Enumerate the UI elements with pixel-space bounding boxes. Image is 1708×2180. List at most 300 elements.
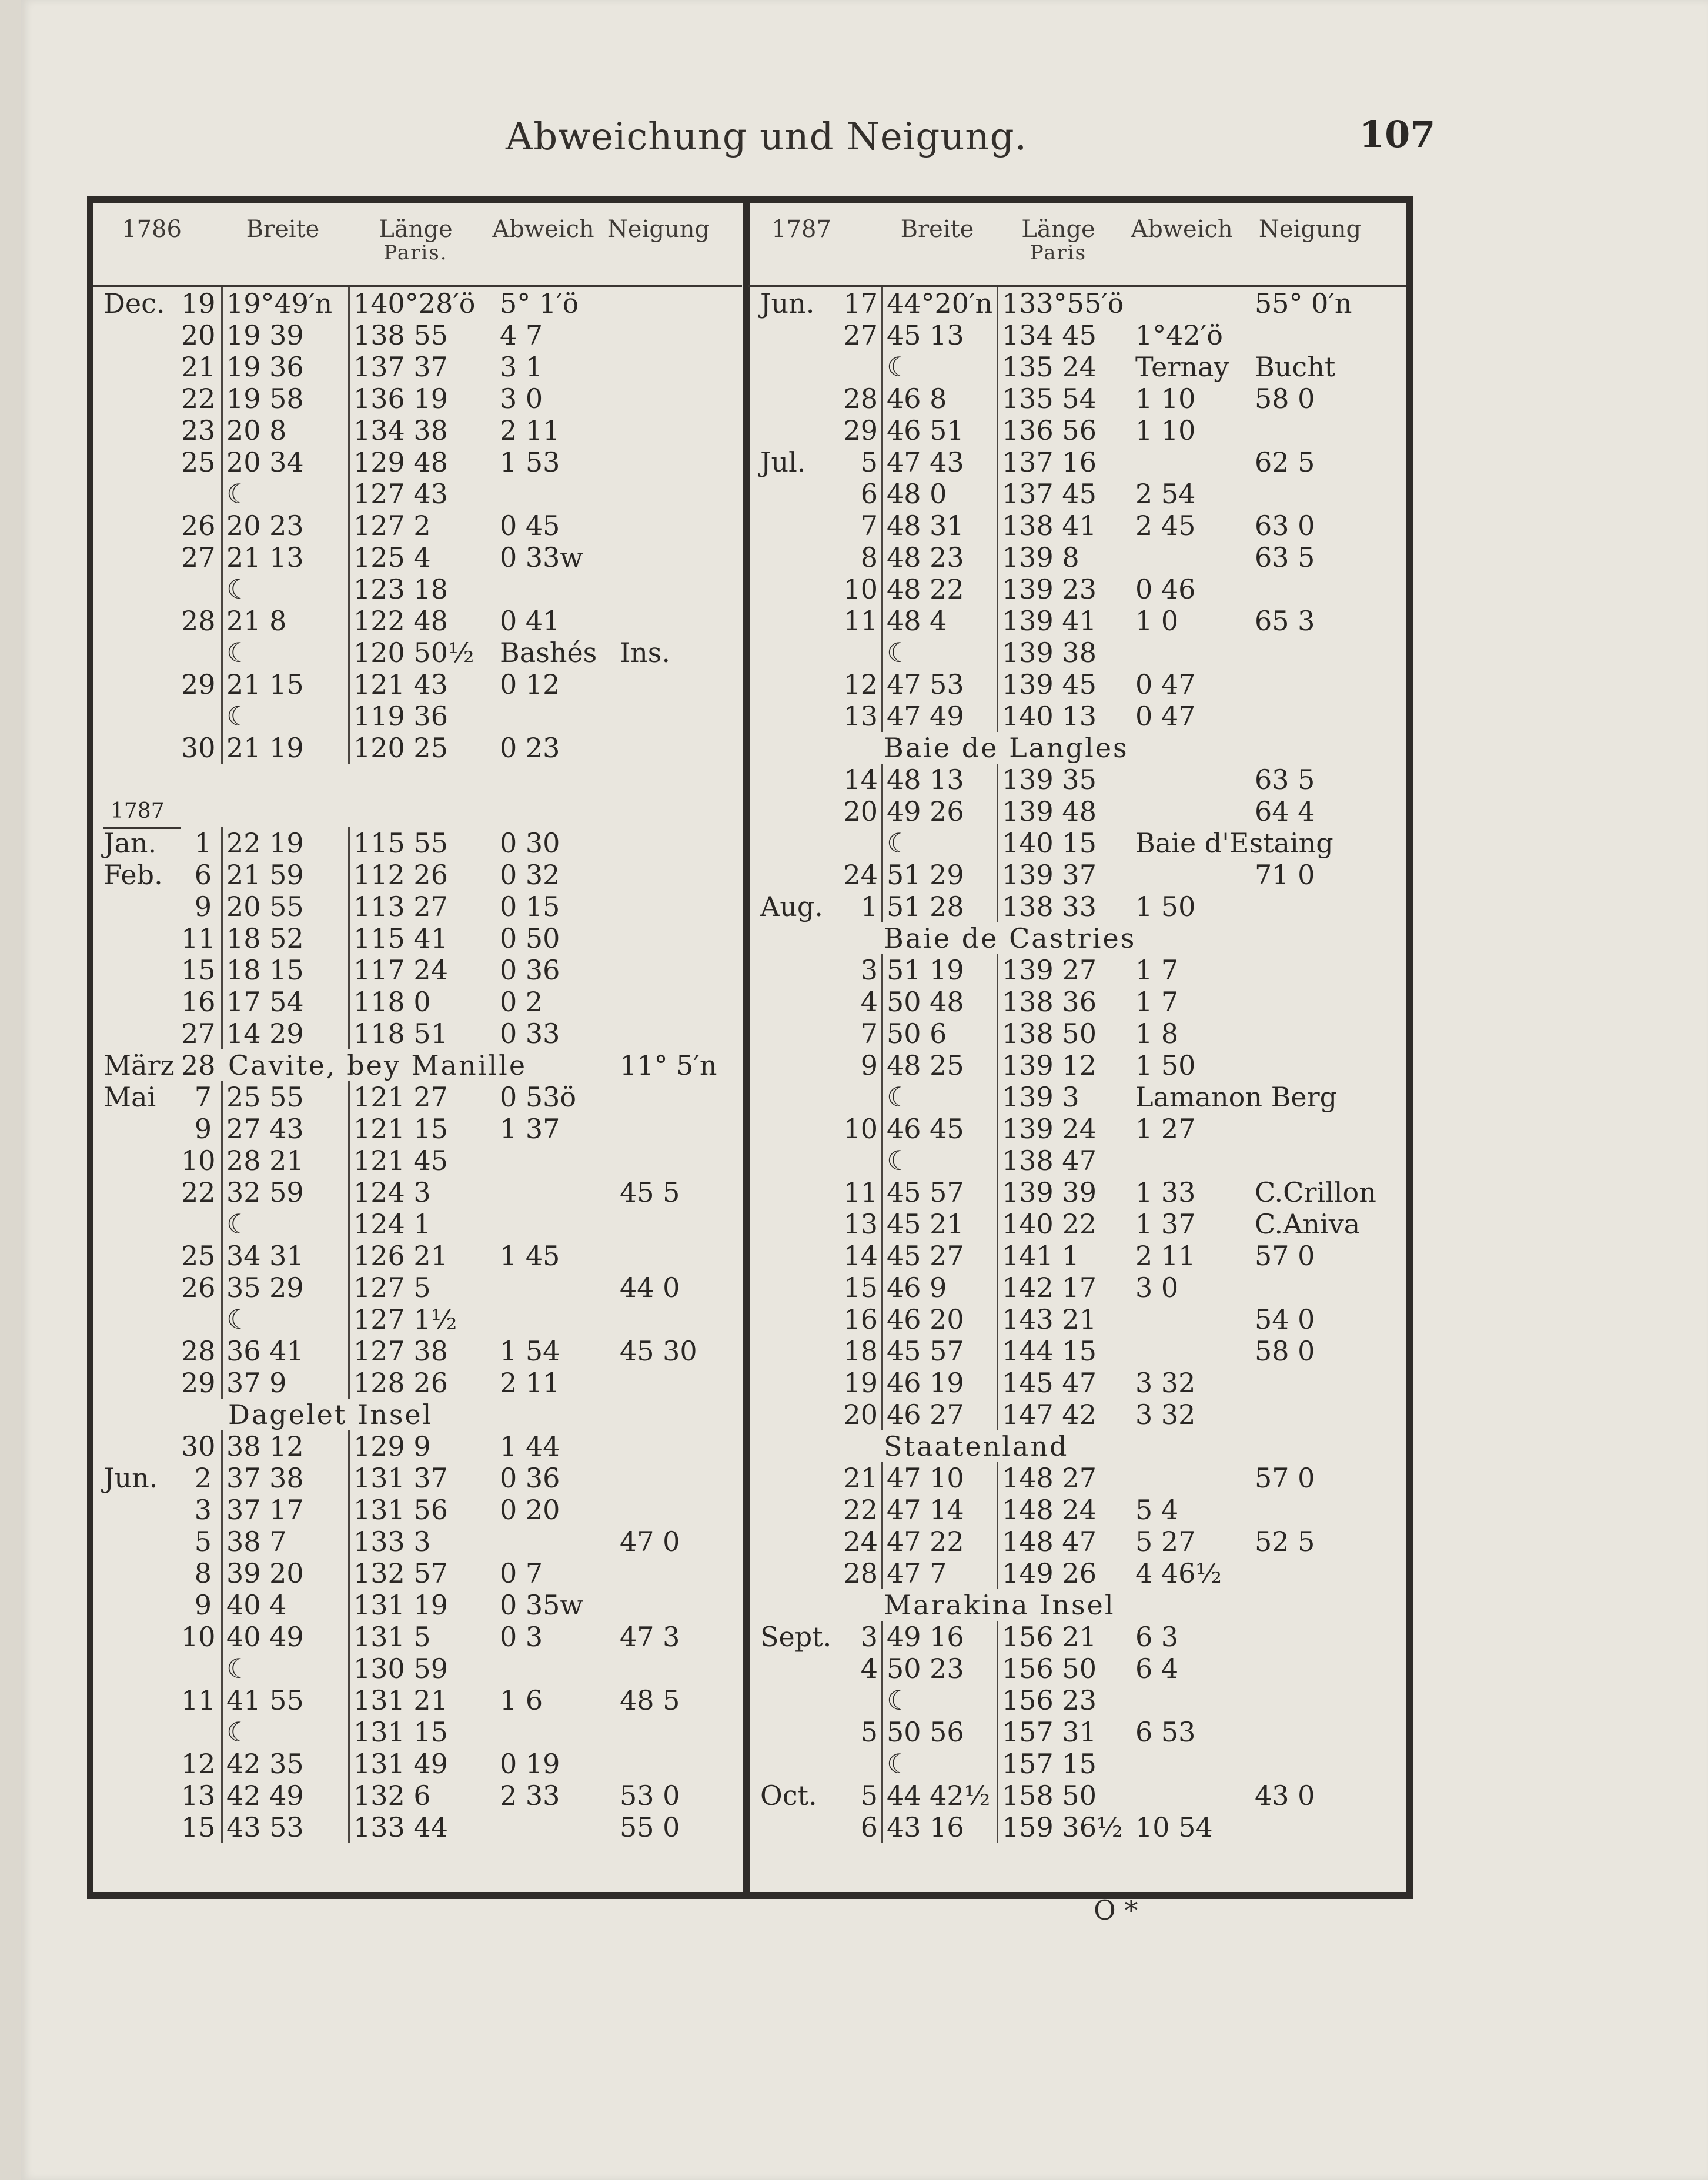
table-row [748, 1811, 1406, 1843]
cell-day: 20 [843, 795, 878, 827]
cell-breite: 46 8 [881, 383, 998, 414]
cell-month: Dec. [103, 287, 165, 319]
table-row [93, 1748, 742, 1780]
cell-day: 5 [194, 1526, 212, 1557]
right-table-header [748, 203, 1406, 287]
cell-neigung: 58 0 [1255, 383, 1315, 414]
cell-day: 5 [860, 446, 878, 478]
cell-day: 26 [181, 1272, 216, 1303]
cell-breite: ☾ [221, 573, 350, 605]
cell-abweich: 1 45 [500, 1240, 560, 1272]
cell-laenge: 138 47 [997, 1145, 1125, 1176]
table-row [93, 1018, 742, 1049]
cell-breite: 45 57 [881, 1335, 998, 1367]
cell-breite: 49 16 [881, 1621, 998, 1653]
cell-abweich: 0 2 [500, 986, 543, 1018]
cell-breite: ☾ [221, 1303, 350, 1335]
cell-laenge: 130 59 [348, 1653, 489, 1684]
cell-day: 27 [181, 1018, 216, 1049]
table-row [748, 1526, 1406, 1557]
cell-breite: 50 23 [881, 1653, 998, 1684]
cell-abweich: Lamanon Berg [1135, 1081, 1338, 1113]
cell-breite: 40 49 [221, 1621, 350, 1653]
cell-breite: 43 53 [221, 1811, 350, 1843]
cell-day: 6 [860, 1811, 878, 1843]
cell-day: 15 [181, 954, 216, 986]
cell-breite: 42 35 [221, 1748, 350, 1780]
cell-abweich: 0 3 [500, 1621, 543, 1653]
cell-laenge: 132 6 [348, 1780, 489, 1811]
cell-breite: ☾ [221, 1716, 350, 1748]
cell-breite: 44°20′n [881, 287, 998, 319]
cell-day: 30 [181, 732, 216, 764]
cell-neigung: 62 5 [1255, 446, 1315, 478]
cell-day: 11 [843, 1176, 878, 1208]
table-row [748, 1208, 1406, 1240]
cell-abweich: 2 11 [500, 1367, 560, 1399]
cell-laenge: 136 56 [997, 414, 1125, 446]
cell-neigung: 47 3 [620, 1621, 680, 1653]
cell-day: 27 [181, 541, 216, 573]
cell-laenge: 131 56 [348, 1494, 489, 1526]
table-row [93, 954, 742, 986]
cell-breite: 45 13 [881, 319, 998, 351]
table-row [748, 573, 1406, 605]
table-row [93, 1272, 742, 1303]
table-row [748, 1081, 1406, 1113]
cell-breite: 18 52 [221, 922, 350, 954]
cell-month: Mai [103, 1081, 156, 1113]
cell-laenge: 129 48 [348, 446, 489, 478]
table-row [93, 700, 742, 732]
cell-day: 15 [181, 1811, 216, 1843]
table-row [93, 1589, 742, 1621]
cell-laenge: 131 5 [348, 1621, 489, 1653]
cell-breite: 46 27 [881, 1399, 998, 1430]
cell-breite: ☾ [881, 637, 998, 668]
cell-breite: 20 55 [221, 891, 350, 922]
cell-laenge: 120 50½ [348, 637, 489, 668]
cell-breite: ☾ [881, 1748, 998, 1780]
cell-laenge: 139 24 [997, 1113, 1125, 1145]
cell-laenge: 131 21 [348, 1684, 489, 1716]
cell-abweich: 0 47 [1135, 700, 1196, 732]
table-row [93, 1526, 742, 1557]
cell-neigung: 64 4 [1255, 795, 1315, 827]
running-head [0, 100, 1708, 170]
cell-breite: 41 55 [221, 1684, 350, 1716]
cell-abweich: 3 1 [500, 351, 543, 383]
cell-day: 24 [843, 859, 878, 891]
cell-laenge: 156 50 [997, 1653, 1125, 1684]
cell-day: 8 [194, 1557, 212, 1589]
cell-month: Feb. [103, 859, 163, 891]
cell-laenge: 138 50 [997, 1018, 1125, 1049]
cell-breite: ☾ [881, 827, 998, 859]
cell-laenge: 127 43 [348, 478, 489, 510]
cell-day: 3 [860, 954, 878, 986]
cell-neigung: 44 0 [620, 1272, 680, 1303]
header-neigung: Neigung [1258, 216, 1362, 243]
catchword: O * [1094, 1894, 1138, 1926]
cell-neigung: 47 0 [620, 1526, 680, 1557]
cell-day: 12 [843, 668, 878, 700]
table-row [93, 319, 742, 351]
header-abweich: Abweich [1131, 216, 1233, 243]
cell-laenge: 140 22 [997, 1208, 1125, 1240]
cell-breite: 47 53 [881, 668, 998, 700]
cell-abweich: 1 0 [1135, 605, 1179, 637]
header-laenge [997, 218, 1120, 264]
table-row [748, 541, 1406, 573]
cell-neigung: 48 5 [620, 1684, 680, 1716]
header-breite: Breite [900, 216, 974, 243]
cell-breite: 47 14 [881, 1494, 998, 1526]
table-row [93, 383, 742, 414]
cell-laenge: 139 48 [997, 795, 1125, 827]
cell-day: 16 [843, 1303, 878, 1335]
cell-neigung: 43 0 [1255, 1780, 1315, 1811]
cell-place-note: Baie de Castries [884, 922, 1137, 954]
cell-breite: ☾ [221, 700, 350, 732]
cell-neigung: 11° 5′n [620, 1049, 717, 1081]
cell-laenge: 139 37 [997, 859, 1125, 891]
header-breite: Breite [246, 216, 320, 243]
cell-breite: 21 8 [221, 605, 350, 637]
cell-laenge: 127 38 [348, 1335, 489, 1367]
cell-day: 25 [181, 446, 216, 478]
cell-abweich: 5° 1′ö [500, 287, 579, 319]
table-row [93, 859, 742, 891]
cell-laenge: 126 21 [348, 1240, 489, 1272]
cell-abweich: 6 4 [1135, 1653, 1179, 1684]
cell-laenge: 148 24 [997, 1494, 1125, 1526]
table-row [748, 1462, 1406, 1494]
header-laenge-sub: Paris. [383, 241, 448, 265]
cell-breite: 51 19 [881, 954, 998, 986]
table-row [748, 1716, 1406, 1748]
cell-day: 6 [194, 859, 212, 891]
cell-laenge: 132 57 [348, 1557, 489, 1589]
cell-place-note: Staatenland [884, 1430, 1069, 1462]
cell-breite: ☾ [881, 1081, 998, 1113]
table-row [93, 1684, 742, 1716]
cell-neigung: 52 5 [1255, 1526, 1315, 1557]
cell-day: 21 [843, 1462, 878, 1494]
cell-laenge: 139 41 [997, 605, 1125, 637]
cell-laenge: 140 15 [997, 827, 1125, 859]
cell-breite: 34 31 [221, 1240, 350, 1272]
cell-day: 7 [860, 510, 878, 541]
table-row [748, 1748, 1406, 1780]
cell-laenge: 157 31 [997, 1716, 1125, 1748]
table-row [748, 414, 1406, 446]
cell-breite: 22 19 [221, 827, 350, 859]
table-row [93, 1176, 742, 1208]
cell-laenge: 115 41 [348, 922, 489, 954]
cell-abweich: 0 33w [500, 541, 583, 573]
table-row [93, 605, 742, 637]
cell-laenge: 131 49 [348, 1748, 489, 1780]
cell-breite: ☾ [221, 478, 350, 510]
cell-day: 20 [843, 1399, 878, 1430]
cell-day: 9 [194, 1589, 212, 1621]
cell-laenge: 159 36½ [997, 1811, 1125, 1843]
cell-abweich: 3 32 [1135, 1399, 1196, 1430]
table-row [748, 891, 1406, 922]
cell-breite: 21 13 [221, 541, 350, 573]
table-row [93, 1430, 742, 1462]
cell-day: 11 [181, 1684, 216, 1716]
cell-laenge: 117 24 [348, 954, 489, 986]
table-row [93, 287, 742, 319]
table-row [748, 859, 1406, 891]
cell-abweich: Bashés [500, 637, 597, 668]
cell-laenge: 120 25 [348, 732, 489, 764]
table-frame [87, 196, 1413, 1899]
table-row [93, 1081, 742, 1113]
table-row [748, 1621, 1406, 1653]
cell-breite: 40 4 [221, 1589, 350, 1621]
cell-day: 28 [843, 1557, 878, 1589]
cell-breite: 47 22 [881, 1526, 998, 1557]
cell-breite: 46 9 [881, 1272, 998, 1303]
cell-day: 10 [181, 1145, 216, 1176]
cell-laenge: 134 38 [348, 414, 489, 446]
cell-month: Sept. [760, 1621, 832, 1653]
right-table [748, 203, 1406, 1843]
cell-laenge: 131 37 [348, 1462, 489, 1494]
cell-breite: 21 15 [221, 668, 350, 700]
cell-breite: 21 59 [221, 859, 350, 891]
table-row [93, 1335, 742, 1367]
cell-abweich: 3 0 [1135, 1272, 1179, 1303]
cell-laenge: 134 45 [997, 319, 1125, 351]
table-row [748, 478, 1406, 510]
table-row [748, 287, 1406, 319]
cell-breite: 50 48 [881, 986, 998, 1018]
cell-abweich: 0 32 [500, 859, 560, 891]
cell-abweich: 1 33 [1135, 1176, 1196, 1208]
cell-day: 17 [843, 287, 878, 319]
cell-breite: 48 22 [881, 573, 998, 605]
cell-abweich: 4 7 [500, 319, 543, 351]
cell-day: 25 [181, 1240, 216, 1272]
cell-breite: 48 0 [881, 478, 998, 510]
table-row [748, 1653, 1406, 1684]
table-row [748, 668, 1406, 700]
cell-breite: 47 49 [881, 700, 998, 732]
table-row [93, 478, 742, 510]
left-table-header [93, 203, 742, 287]
cell-breite: 47 43 [881, 446, 998, 478]
right-table-body [748, 287, 1406, 1843]
cell-month: Jul. [760, 446, 806, 478]
cell-breite: 20 23 [221, 510, 350, 541]
cell-abweich: 0 33 [500, 1018, 560, 1049]
cell-breite: 38 7 [221, 1526, 350, 1557]
cell-laenge: 136 19 [348, 383, 489, 414]
cell-breite: 51 29 [881, 859, 998, 891]
cell-neigung: C.Aniva [1255, 1208, 1361, 1240]
cell-abweich: 1 7 [1135, 986, 1179, 1018]
table-row [93, 414, 742, 446]
cell-day: 27 [843, 319, 878, 351]
cell-laenge: 156 23 [997, 1684, 1125, 1716]
cell-laenge: 158 50 [997, 1780, 1125, 1811]
cell-breite: ☾ [221, 1653, 350, 1684]
cell-day: 22 [843, 1494, 878, 1526]
cell-laenge: 139 39 [997, 1176, 1125, 1208]
cell-laenge: 144 15 [997, 1335, 1125, 1367]
cell-abweich: 0 30 [500, 827, 560, 859]
cell-day: 3 [194, 1494, 212, 1526]
table-row [748, 1557, 1406, 1589]
cell-neigung: 58 0 [1255, 1335, 1315, 1367]
cell-abweich: 0 47 [1135, 668, 1196, 700]
cell-laenge: 119 36 [348, 700, 489, 732]
cell-day: 14 [843, 1240, 878, 1272]
cell-month: Oct. [760, 1780, 817, 1811]
cell-day: 15 [843, 1272, 878, 1303]
cell-laenge: 139 3 [997, 1081, 1125, 1113]
table-row [93, 1240, 742, 1272]
cell-place-note: Baie de Langles [884, 732, 1129, 764]
table-row [748, 986, 1406, 1018]
table-row [748, 1367, 1406, 1399]
cell-breite: 48 13 [881, 764, 998, 795]
cell-abweich: 6 3 [1135, 1621, 1179, 1653]
cell-abweich: 3 0 [500, 383, 543, 414]
cell-day: 10 [843, 573, 878, 605]
cell-abweich: 0 35w [500, 1589, 583, 1621]
header-year: 1787 [771, 216, 831, 243]
cell-breite: 49 26 [881, 795, 998, 827]
cell-month: Jun. [760, 287, 815, 319]
cell-laenge: 129 9 [348, 1430, 489, 1462]
cell-breite: 44 42½ [881, 1780, 998, 1811]
cell-abweich: 0 46 [1135, 573, 1196, 605]
header-abweich: Abweich [492, 216, 594, 243]
cell-breite: 46 51 [881, 414, 998, 446]
cell-day: 4 [860, 1653, 878, 1684]
cell-abweich: 4 46½ [1135, 1557, 1222, 1589]
cell-breite: 19 36 [221, 351, 350, 383]
cell-abweich: 0 53ö [500, 1081, 577, 1113]
table-row [748, 605, 1406, 637]
cell-day: 5 [860, 1716, 878, 1748]
cell-day: 18 [843, 1335, 878, 1367]
cell-breite: 47 7 [881, 1557, 998, 1589]
cell-neigung: 63 0 [1255, 510, 1315, 541]
table-row [748, 764, 1406, 795]
cell-day: 28 [181, 1335, 216, 1367]
table-row [93, 1811, 742, 1843]
cell-laenge: 145 47 [997, 1367, 1125, 1399]
cell-laenge: 138 41 [997, 510, 1125, 541]
table-row [93, 764, 742, 795]
cell-abweich: 0 12 [500, 668, 560, 700]
cell-day: 9 [194, 1113, 212, 1145]
cell-neigung: 57 0 [1255, 1240, 1315, 1272]
cell-laenge: 127 1½ [348, 1303, 489, 1335]
cell-laenge: 137 45 [997, 478, 1125, 510]
table-row [748, 922, 1406, 954]
cell-breite: 42 49 [221, 1780, 350, 1811]
cell-abweich: 0 20 [500, 1494, 560, 1526]
cell-breite: 45 57 [881, 1176, 998, 1208]
cell-abweich: 0 23 [500, 732, 560, 764]
cell-abweich: 0 7 [500, 1557, 543, 1589]
cell-abweich: 2 11 [500, 414, 560, 446]
cell-day: 28 [181, 605, 216, 637]
cell-abweich: 1 53 [500, 446, 560, 478]
cell-laenge: 124 1 [348, 1208, 489, 1240]
cell-day: 21 [181, 351, 216, 383]
cell-breite: 19 58 [221, 383, 350, 414]
cell-month: Jun. [103, 1462, 158, 1494]
table-row [93, 1462, 742, 1494]
cell-laenge: 135 54 [997, 383, 1125, 414]
cell-day: 10 [181, 1621, 216, 1653]
table-row [748, 1176, 1406, 1208]
cell-abweich: 0 36 [500, 954, 560, 986]
cell-abweich: 1 54 [500, 1335, 560, 1367]
cell-laenge: 139 23 [997, 573, 1125, 605]
cell-day: 24 [843, 1526, 878, 1557]
cell-abweich: Ternay [1135, 351, 1229, 383]
table-row [93, 1208, 742, 1240]
table-row [748, 732, 1406, 764]
cell-laenge: 121 15 [348, 1113, 489, 1145]
cell-day: 9 [194, 891, 212, 922]
cell-month: Aug. [760, 891, 823, 922]
cell-breite: 19 39 [221, 319, 350, 351]
table-row [93, 446, 742, 478]
cell-day: 20 [181, 319, 216, 351]
cell-breite: 38 12 [221, 1430, 350, 1462]
cell-laenge: 133 44 [348, 1811, 489, 1843]
table-row [93, 668, 742, 700]
table-row [93, 1621, 742, 1653]
table-row [748, 1303, 1406, 1335]
cell-breite: ☾ [881, 1684, 998, 1716]
cell-neigung: 63 5 [1255, 541, 1315, 573]
cell-day: 19 [181, 287, 216, 319]
cell-day: 9 [860, 1049, 878, 1081]
cell-breite: 46 20 [881, 1303, 998, 1335]
cell-breite: 48 25 [881, 1049, 998, 1081]
cell-laenge: 112 26 [348, 859, 489, 891]
cell-day: 3 [860, 1621, 878, 1653]
table-row [748, 1684, 1406, 1716]
cell-day: 5 [860, 1780, 878, 1811]
table-row [93, 1367, 742, 1399]
cell-breite: 28 21 [221, 1145, 350, 1176]
cell-abweich: 1 27 [1135, 1113, 1196, 1145]
cell-laenge: 140°28′ö [348, 287, 489, 319]
year-label: 1787 [103, 795, 181, 829]
cell-breite: 48 23 [881, 541, 998, 573]
cell-abweich: 0 19 [500, 1748, 560, 1780]
table-row [748, 1272, 1406, 1303]
cell-abweich: 0 41 [500, 605, 560, 637]
table-row [748, 1113, 1406, 1145]
cell-breite: 50 56 [881, 1716, 998, 1748]
cell-day: 23 [181, 414, 216, 446]
cell-laenge: 139 12 [997, 1049, 1125, 1081]
cell-abweich: 1 37 [1135, 1208, 1196, 1240]
